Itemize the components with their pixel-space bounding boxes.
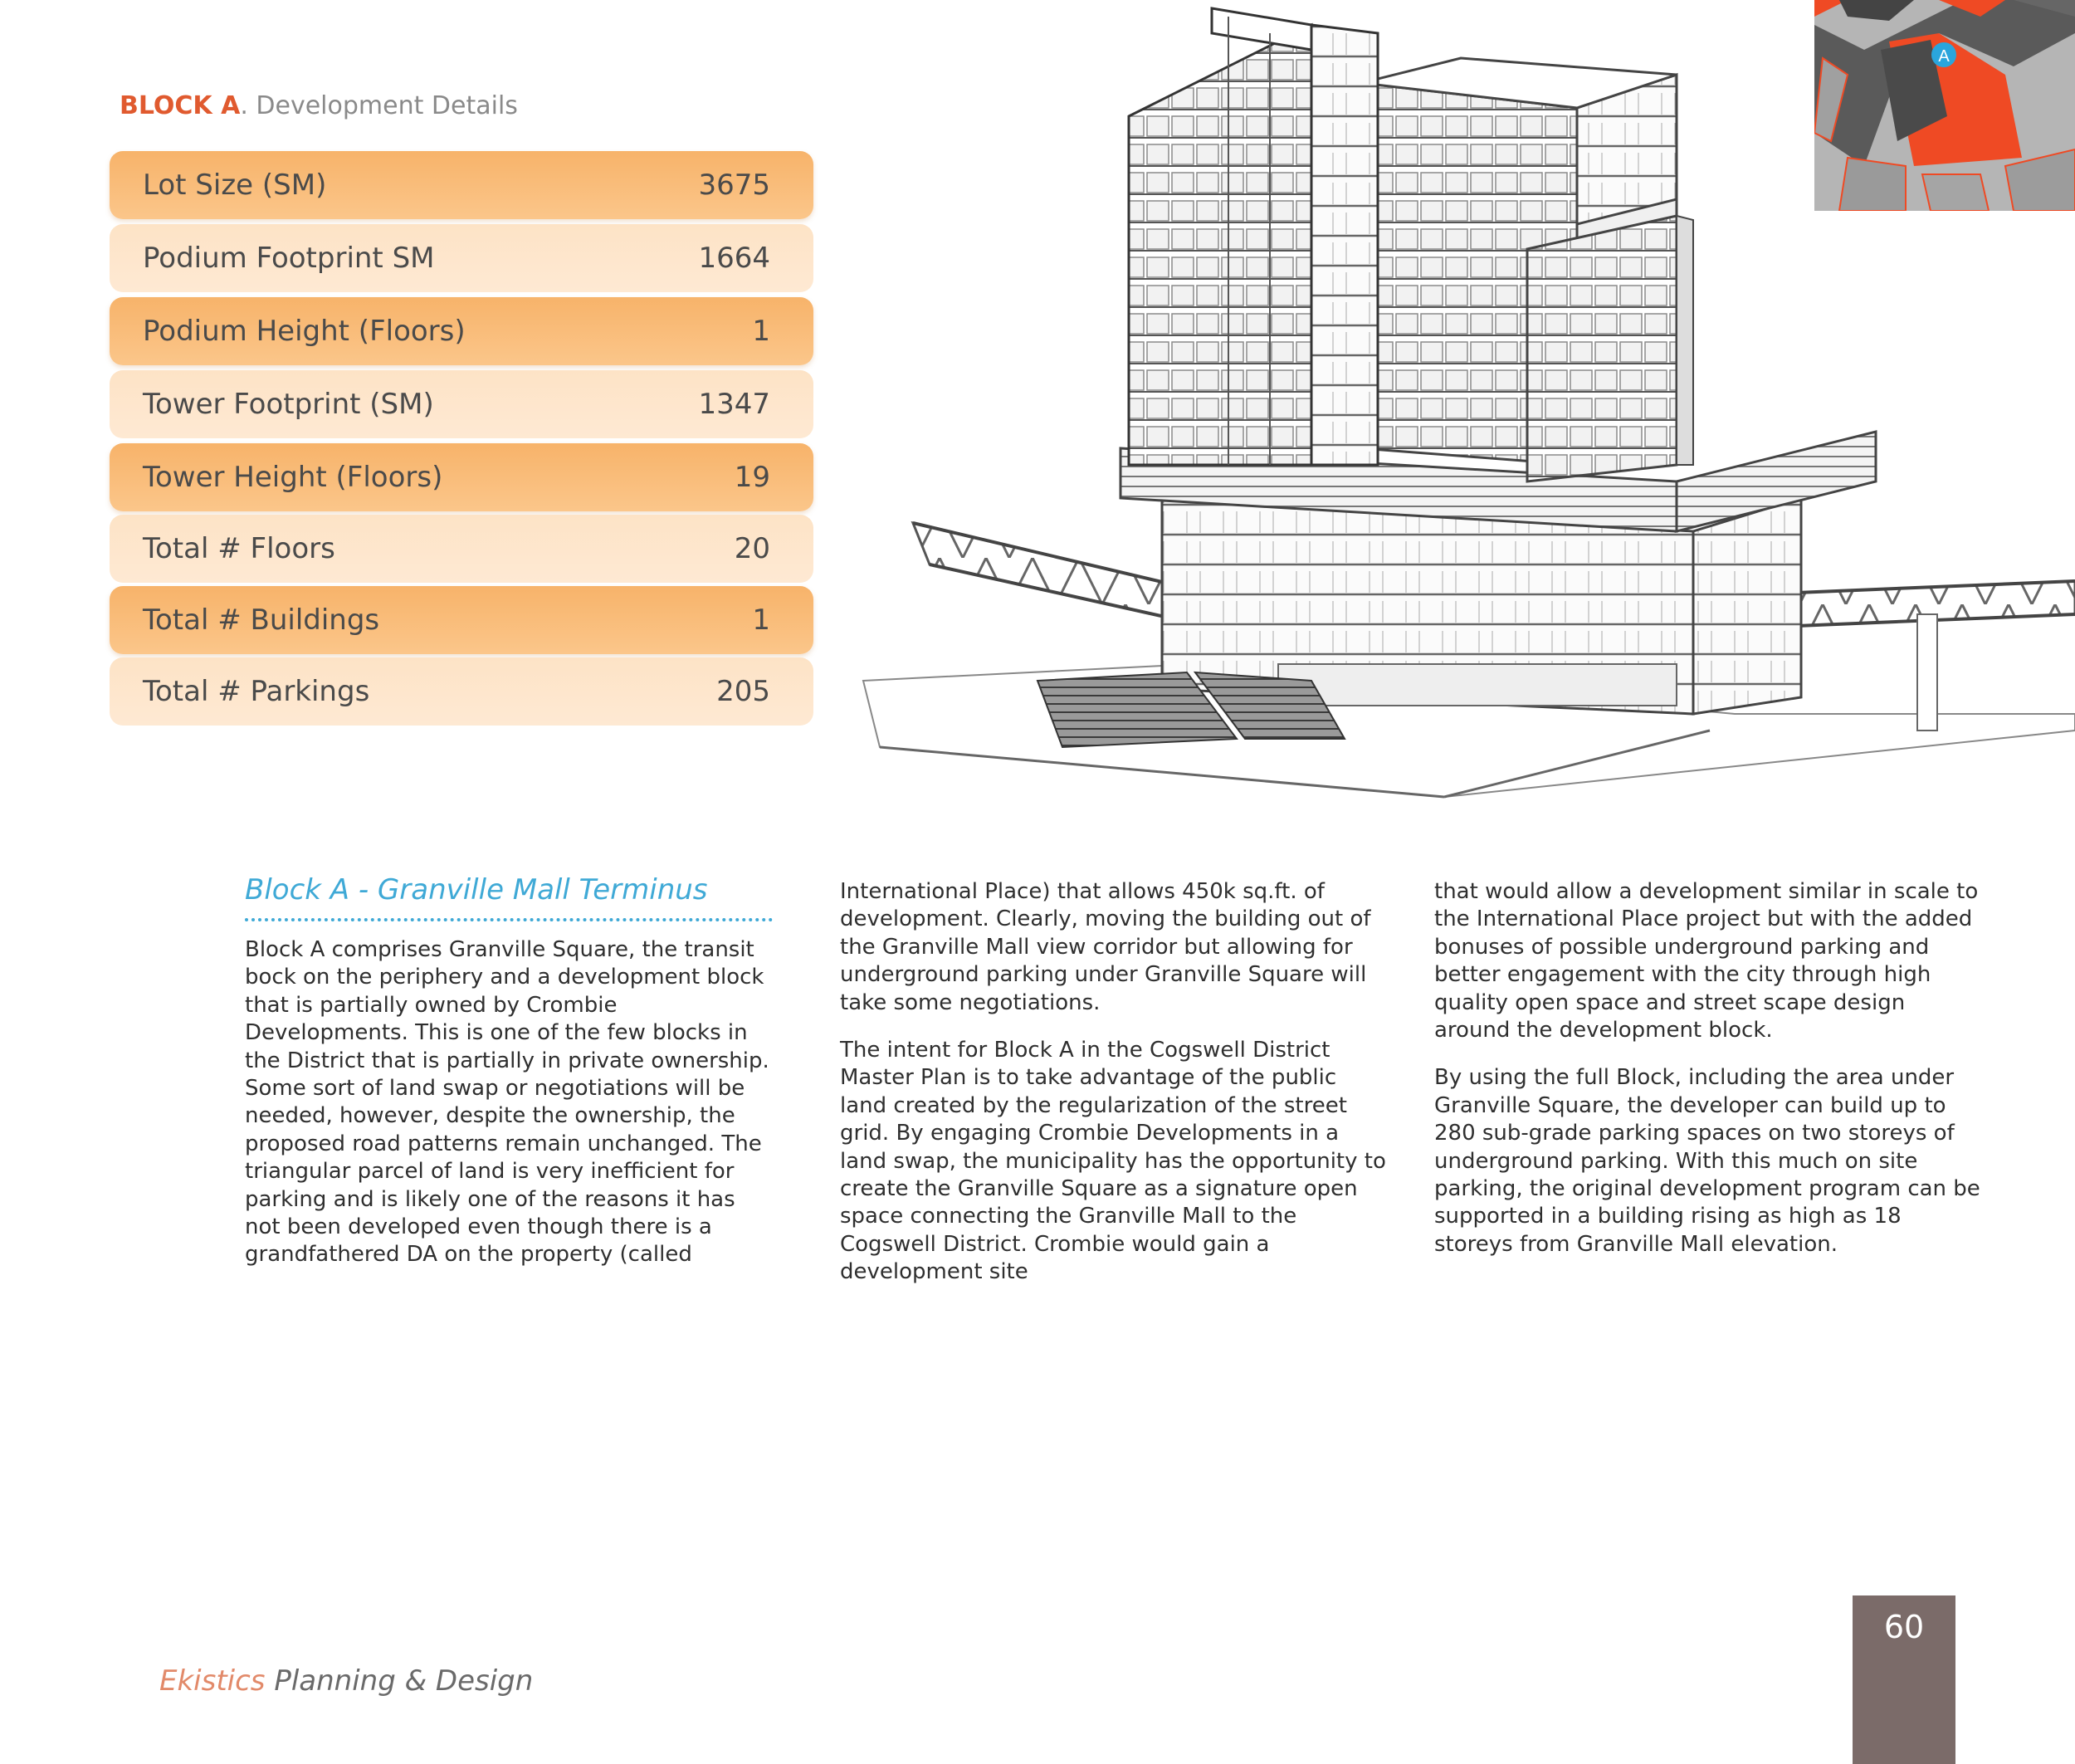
- detail-label: Podium Footprint SM: [143, 242, 435, 275]
- brand-tagline: Planning & Design: [265, 1664, 534, 1698]
- detail-value: 20: [734, 532, 770, 565]
- detail-label: Total # Floors: [143, 532, 335, 565]
- footer-brand: [159, 1664, 533, 1698]
- paragraph: International Place) that allows 450k sq.ft. of development. Clearly, moving the building out of the Granville Mall view corridor but allowing for underground parking under Granville Square will take some negotiations.: [840, 879, 1371, 1015]
- article-title: Block A - Granville Mall Terminus: [245, 873, 773, 921]
- site-map-drawing: [1814, 0, 2075, 211]
- section-title: . Development Details: [240, 91, 518, 120]
- detail-label: Tower Footprint (SM): [143, 388, 434, 421]
- detail-value: 205: [716, 675, 770, 708]
- detail-value: 1664: [698, 242, 770, 275]
- section-heading: [120, 91, 518, 120]
- detail-row-total-parkings: [110, 657, 813, 726]
- detail-label: Lot Size (SM): [143, 169, 327, 202]
- detail-row-tower-height: [110, 443, 813, 511]
- article-column-1: [245, 936, 776, 1289]
- detail-row-lot-size: [110, 151, 813, 219]
- site-marker-label: A: [1938, 47, 1950, 66]
- paragraph: By using the full Block, including the area under Granville Square, the developer can build up to 280 sub-grade parking spaces on two storeys of underground parking. With this much on site parking, the original development program can be supported in a building rising as high as 18 storeys from Granville Mall elevation.: [1434, 1065, 1980, 1257]
- detail-row-total-buildings: [110, 586, 813, 654]
- detail-value: 1: [752, 315, 770, 348]
- detail-label: Total # Parkings: [143, 675, 370, 708]
- detail-label: Podium Height (Floors): [143, 315, 466, 348]
- detail-value: 19: [734, 461, 770, 494]
- paragraph: Block A comprises Granville Square, the transit bock on the periphery and a development block that is partially owned by Crombie Developments. This is one of the few blocks in the District that is partially in private ownership. Some sort of land swap or negotiations will be needed, however, despite the ownership, the proposed road patterns remain unchanged. The triangular parcel of land is very inefficient for parking and is likely one of the reasons it has not been developed even though there is a grandfathered DA on the property (called: [245, 937, 769, 1268]
- detail-row-total-floors: [110, 515, 813, 583]
- detail-row-podium-footprint: [110, 224, 813, 292]
- detail-label: Tower Height (Floors): [143, 461, 443, 494]
- detail-row-tower-footprint: [110, 370, 813, 438]
- block-label: BLOCK A: [120, 91, 241, 120]
- paragraph: The intent for Block A in the Cogswell District Master Plan is to take advantage of the public land created by the regularization of the street grid. By engaging Crombie Developments in a land swap, the municipality has the opportunity to create the Granville Square as a signature open space connecting the Granville Mall to the Cogswell District. Crombie would gain a development site: [840, 1038, 1386, 1285]
- detail-label: Total # Buildings: [143, 603, 380, 637]
- page-number: 60: [1883, 1609, 1925, 1645]
- article-column-2: [840, 878, 1388, 1307]
- brand-name: Ekistics: [159, 1664, 266, 1698]
- detail-value: 1: [752, 603, 770, 637]
- detail-row-podium-height: [110, 297, 813, 365]
- article-column-3: [1434, 878, 1982, 1278]
- site-map-inset: [1814, 0, 2075, 211]
- detail-value: 1347: [698, 388, 770, 421]
- paragraph: that would allow a development similar in scale to the International Place project but with the added bonuses of possible underground parking and better engagement with the city through high quality open space and street scape design around the development block.: [1434, 879, 1979, 1043]
- detail-value: 3675: [698, 169, 770, 202]
- page-number-tab: [1853, 1595, 1955, 1764]
